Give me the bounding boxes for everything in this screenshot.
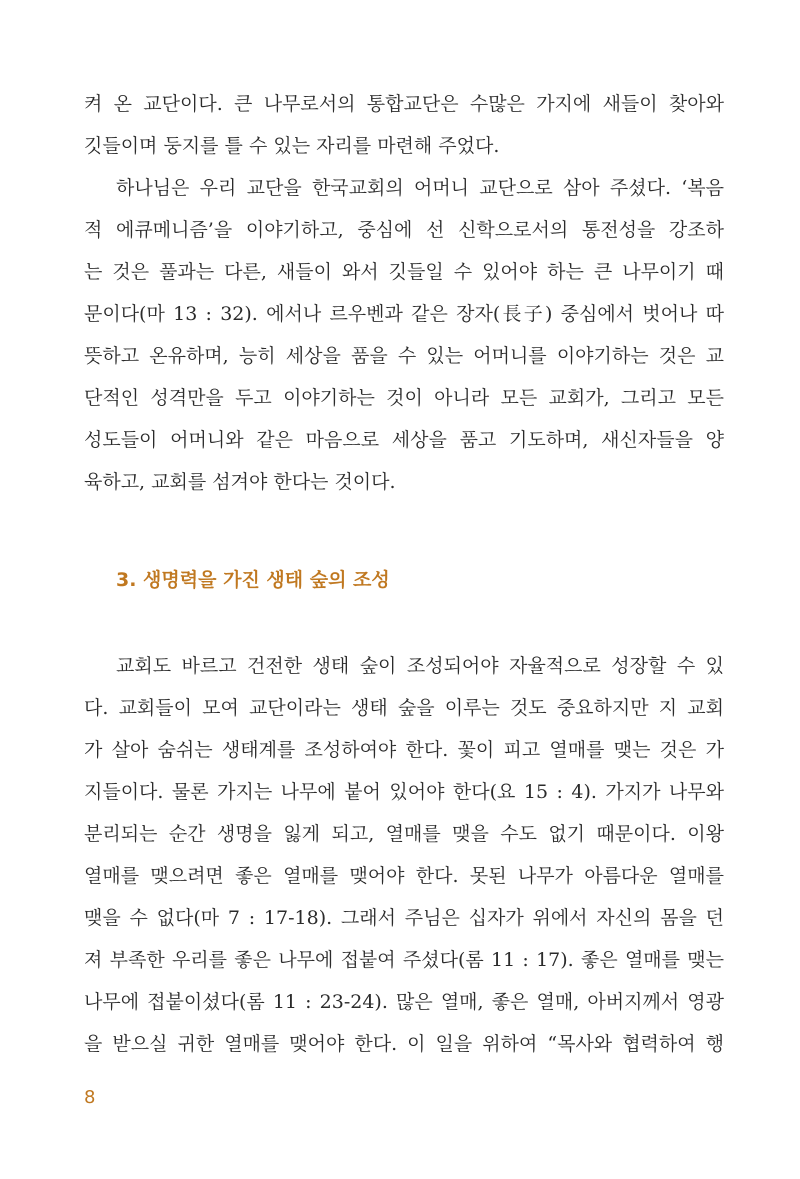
- section-heading: 3. 생명력을 가진 생태 숲의 조성: [116, 569, 390, 591]
- body-line: 분리되는 순간 생명을 잃게 되고, 열매를 맺을 수도 없기 때문이다. 이왕: [84, 823, 724, 845]
- body-line: 하나님은 우리 교단을 한국교회의 어머니 교단으로 삼아 주셨다. ‘복음: [116, 177, 724, 199]
- body-line: 다. 교회들이 모여 교단이라는 생태 숲을 이루는 것도 중요하지만 지 교회: [84, 697, 724, 719]
- body-line: 나무에 접붙이셨다(롬 11 : 23-24). 많은 열매, 좋은 열매, 아버지께서 영광: [84, 991, 724, 1013]
- body-line: 문이다(마 13 : 32). 에서나 르우벤과 같은 장자(長子) 중심에서 벗어나 따: [84, 303, 724, 325]
- page-number: 8: [84, 1087, 96, 1108]
- body-line: 교회도 바르고 건전한 생태 숲이 조성되어야 자율적으로 성장할 수 있: [116, 655, 724, 677]
- body-line: 성도들이 어머니와 같은 마음으로 세상을 품고 기도하며, 새신자들을 양: [84, 429, 724, 451]
- body-line: 가 살아 숨쉬는 생태계를 조성하여야 한다. 꽃이 피고 열매를 맺는 것은 가: [84, 739, 724, 761]
- body-line: 는 것은 풀과는 다른, 새들이 와서 깃들일 수 있어야 하는 큰 나무이기 때: [84, 261, 724, 283]
- body-line: 적 에큐메니즘’을 이야기하고, 중심에 선 신학으로서의 통전성을 강조하: [84, 219, 724, 241]
- body-line: 져 부족한 우리를 좋은 나무에 접붙여 주셨다(롬 11 : 17). 좋은 열매를 맺는: [84, 949, 724, 971]
- body-line: 지들이다. 물론 가지는 나무에 붙어 있어야 한다(요 15 : 4). 가지가 나무와: [84, 781, 724, 803]
- body-line: 켜 온 교단이다. 큰 나무로서의 통합교단은 수많은 가지에 새들이 찾아와: [84, 93, 724, 115]
- body-line: 깃들이며 둥지를 틀 수 있는 자리를 마련해 주었다.: [84, 135, 500, 157]
- body-line: 을 받으실 귀한 열매를 맺어야 한다. 이 일을 위하여 “목사와 협력하여 행: [84, 1033, 724, 1055]
- body-line: 맺을 수 없다(마 7 : 17-18). 그래서 주님은 십자가 위에서 자신의 몸을 던: [84, 907, 724, 929]
- body-line: 뜻하고 온유하며, 능히 세상을 품을 수 있는 어머니를 이야기하는 것은 교: [84, 345, 724, 367]
- body-line: 단적인 성격만을 두고 이야기하는 것이 아니라 모든 교회가, 그리고 모든: [84, 387, 724, 409]
- body-line: 육하고, 교회를 섬겨야 한다는 것이다.: [84, 471, 396, 493]
- body-line: 열매를 맺으려면 좋은 열매를 맺어야 한다. 못된 나무가 아름다운 열매를: [84, 865, 724, 887]
